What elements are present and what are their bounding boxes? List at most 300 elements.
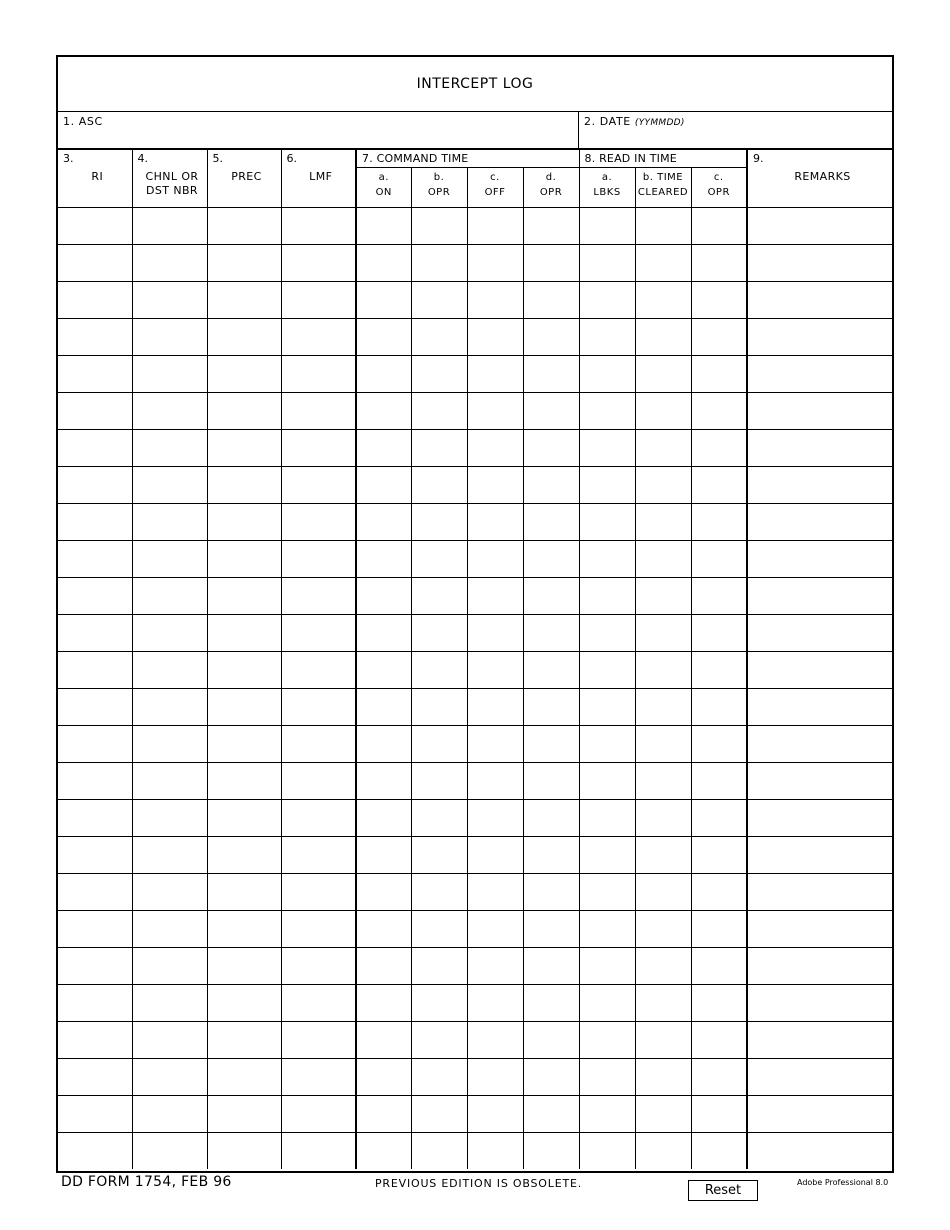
lmf-input[interactable]: [282, 282, 356, 318]
read-lbks-input[interactable]: [580, 541, 635, 577]
chnl-or-dst-nbr-input[interactable]: [133, 282, 207, 318]
read-time-cleared-input[interactable]: [636, 1096, 691, 1132]
command-opr-b-input[interactable]: [412, 393, 467, 429]
ri-input[interactable]: [58, 1133, 132, 1169]
read-time-cleared-input[interactable]: [636, 874, 691, 910]
command-opr-b-input[interactable]: [412, 948, 467, 984]
command-opr-b-input[interactable]: [412, 282, 467, 318]
command-opr-b-input[interactable]: [412, 985, 467, 1021]
command-opr-d-input[interactable]: [524, 689, 579, 725]
prec-input[interactable]: [208, 726, 281, 762]
command-opr-d-input[interactable]: [524, 948, 579, 984]
read-opr-input[interactable]: [692, 726, 747, 762]
remarks-input[interactable]: [748, 874, 892, 910]
remarks-input[interactable]: [748, 504, 892, 540]
command-opr-d-input[interactable]: [524, 985, 579, 1021]
remarks-input[interactable]: [748, 1022, 892, 1058]
read-lbks-input[interactable]: [580, 1022, 635, 1058]
chnl-or-dst-nbr-input[interactable]: [133, 356, 207, 392]
command-on-input[interactable]: [357, 800, 411, 836]
asc-input[interactable]: [62, 129, 574, 145]
command-opr-d-input[interactable]: [524, 467, 579, 503]
chnl-or-dst-nbr-input[interactable]: [133, 615, 207, 651]
chnl-or-dst-nbr-input[interactable]: [133, 985, 207, 1021]
command-opr-d-input[interactable]: [524, 837, 579, 873]
prec-input[interactable]: [208, 800, 281, 836]
command-on-input[interactable]: [357, 1059, 411, 1095]
command-opr-d-input[interactable]: [524, 319, 579, 355]
ri-input[interactable]: [58, 726, 132, 762]
remarks-input[interactable]: [748, 837, 892, 873]
command-off-input[interactable]: [468, 319, 523, 355]
lmf-input[interactable]: [282, 208, 356, 244]
lmf-input[interactable]: [282, 245, 356, 281]
command-on-input[interactable]: [357, 245, 411, 281]
command-on-input[interactable]: [357, 467, 411, 503]
read-opr-input[interactable]: [692, 467, 747, 503]
command-opr-b-input[interactable]: [412, 837, 467, 873]
command-off-input[interactable]: [468, 726, 523, 762]
command-on-input[interactable]: [357, 504, 411, 540]
command-off-input[interactable]: [468, 948, 523, 984]
chnl-or-dst-nbr-input[interactable]: [133, 800, 207, 836]
ri-input[interactable]: [58, 911, 132, 947]
command-opr-d-input[interactable]: [524, 1022, 579, 1058]
ri-input[interactable]: [58, 245, 132, 281]
read-time-cleared-input[interactable]: [636, 1133, 691, 1169]
prec-input[interactable]: [208, 282, 281, 318]
ri-input[interactable]: [58, 319, 132, 355]
read-time-cleared-input[interactable]: [636, 282, 691, 318]
lmf-input[interactable]: [282, 726, 356, 762]
remarks-input[interactable]: [748, 467, 892, 503]
command-opr-d-input[interactable]: [524, 726, 579, 762]
prec-input[interactable]: [208, 504, 281, 540]
command-off-input[interactable]: [468, 504, 523, 540]
read-lbks-input[interactable]: [580, 208, 635, 244]
read-time-cleared-input[interactable]: [636, 911, 691, 947]
read-lbks-input[interactable]: [580, 689, 635, 725]
ri-input[interactable]: [58, 948, 132, 984]
read-time-cleared-input[interactable]: [636, 208, 691, 244]
command-off-input[interactable]: [468, 911, 523, 947]
remarks-input[interactable]: [748, 726, 892, 762]
remarks-input[interactable]: [748, 652, 892, 688]
command-opr-b-input[interactable]: [412, 874, 467, 910]
ri-input[interactable]: [58, 282, 132, 318]
read-opr-input[interactable]: [692, 245, 747, 281]
command-off-input[interactable]: [468, 1133, 523, 1169]
prec-input[interactable]: [208, 1096, 281, 1132]
chnl-or-dst-nbr-input[interactable]: [133, 541, 207, 577]
read-time-cleared-input[interactable]: [636, 541, 691, 577]
remarks-input[interactable]: [748, 1096, 892, 1132]
remarks-input[interactable]: [748, 689, 892, 725]
chnl-or-dst-nbr-input[interactable]: [133, 467, 207, 503]
chnl-or-dst-nbr-input[interactable]: [133, 726, 207, 762]
command-off-input[interactable]: [468, 689, 523, 725]
chnl-or-dst-nbr-input[interactable]: [133, 1133, 207, 1169]
command-opr-b-input[interactable]: [412, 800, 467, 836]
command-on-input[interactable]: [357, 541, 411, 577]
read-time-cleared-input[interactable]: [636, 245, 691, 281]
ri-input[interactable]: [58, 467, 132, 503]
read-opr-input[interactable]: [692, 1133, 747, 1169]
prec-input[interactable]: [208, 1022, 281, 1058]
chnl-or-dst-nbr-input[interactable]: [133, 245, 207, 281]
prec-input[interactable]: [208, 837, 281, 873]
read-time-cleared-input[interactable]: [636, 652, 691, 688]
read-opr-input[interactable]: [692, 689, 747, 725]
command-opr-d-input[interactable]: [524, 615, 579, 651]
chnl-or-dst-nbr-input[interactable]: [133, 393, 207, 429]
ri-input[interactable]: [58, 208, 132, 244]
read-opr-input[interactable]: [692, 541, 747, 577]
command-opr-d-input[interactable]: [524, 763, 579, 799]
command-opr-b-input[interactable]: [412, 1096, 467, 1132]
lmf-input[interactable]: [282, 393, 356, 429]
command-on-input[interactable]: [357, 393, 411, 429]
lmf-input[interactable]: [282, 985, 356, 1021]
command-on-input[interactable]: [357, 282, 411, 318]
chnl-or-dst-nbr-input[interactable]: [133, 319, 207, 355]
command-off-input[interactable]: [468, 874, 523, 910]
command-off-input[interactable]: [468, 467, 523, 503]
lmf-input[interactable]: [282, 504, 356, 540]
command-opr-b-input[interactable]: [412, 208, 467, 244]
remarks-input[interactable]: [748, 393, 892, 429]
prec-input[interactable]: [208, 689, 281, 725]
command-opr-d-input[interactable]: [524, 504, 579, 540]
lmf-input[interactable]: [282, 1096, 356, 1132]
remarks-input[interactable]: [748, 430, 892, 466]
command-opr-b-input[interactable]: [412, 689, 467, 725]
command-opr-b-input[interactable]: [412, 245, 467, 281]
date-input[interactable]: [583, 129, 888, 145]
prec-input[interactable]: [208, 541, 281, 577]
read-opr-input[interactable]: [692, 837, 747, 873]
read-lbks-input[interactable]: [580, 985, 635, 1021]
read-opr-input[interactable]: [692, 282, 747, 318]
ri-input[interactable]: [58, 504, 132, 540]
command-opr-b-input[interactable]: [412, 726, 467, 762]
command-opr-d-input[interactable]: [524, 356, 579, 392]
read-opr-input[interactable]: [692, 578, 747, 614]
ri-input[interactable]: [58, 985, 132, 1021]
command-on-input[interactable]: [357, 319, 411, 355]
prec-input[interactable]: [208, 985, 281, 1021]
lmf-input[interactable]: [282, 578, 356, 614]
read-opr-input[interactable]: [692, 948, 747, 984]
prec-input[interactable]: [208, 467, 281, 503]
prec-input[interactable]: [208, 615, 281, 651]
lmf-input[interactable]: [282, 911, 356, 947]
remarks-input[interactable]: [748, 319, 892, 355]
remarks-input[interactable]: [748, 356, 892, 392]
read-lbks-input[interactable]: [580, 1133, 635, 1169]
ri-input[interactable]: [58, 1096, 132, 1132]
command-on-input[interactable]: [357, 208, 411, 244]
read-time-cleared-input[interactable]: [636, 393, 691, 429]
reset-button[interactable]: Reset: [688, 1180, 758, 1201]
chnl-or-dst-nbr-input[interactable]: [133, 911, 207, 947]
command-on-input[interactable]: [357, 726, 411, 762]
remarks-input[interactable]: [748, 615, 892, 651]
chnl-or-dst-nbr-input[interactable]: [133, 578, 207, 614]
read-opr-input[interactable]: [692, 430, 747, 466]
read-time-cleared-input[interactable]: [636, 356, 691, 392]
command-off-input[interactable]: [468, 356, 523, 392]
chnl-or-dst-nbr-input[interactable]: [133, 504, 207, 540]
command-off-input[interactable]: [468, 282, 523, 318]
command-opr-b-input[interactable]: [412, 541, 467, 577]
command-off-input[interactable]: [468, 208, 523, 244]
read-lbks-input[interactable]: [580, 245, 635, 281]
read-opr-input[interactable]: [692, 615, 747, 651]
command-opr-b-input[interactable]: [412, 1022, 467, 1058]
prec-input[interactable]: [208, 948, 281, 984]
command-off-input[interactable]: [468, 800, 523, 836]
lmf-input[interactable]: [282, 800, 356, 836]
command-opr-d-input[interactable]: [524, 652, 579, 688]
command-off-input[interactable]: [468, 430, 523, 466]
command-opr-d-input[interactable]: [524, 1059, 579, 1095]
read-lbks-input[interactable]: [580, 430, 635, 466]
command-off-input[interactable]: [468, 985, 523, 1021]
command-off-input[interactable]: [468, 652, 523, 688]
read-opr-input[interactable]: [692, 911, 747, 947]
command-opr-d-input[interactable]: [524, 208, 579, 244]
command-opr-b-input[interactable]: [412, 615, 467, 651]
remarks-input[interactable]: [748, 1133, 892, 1169]
read-lbks-input[interactable]: [580, 1096, 635, 1132]
chnl-or-dst-nbr-input[interactable]: [133, 1096, 207, 1132]
remarks-input[interactable]: [748, 948, 892, 984]
read-time-cleared-input[interactable]: [636, 763, 691, 799]
read-lbks-input[interactable]: [580, 763, 635, 799]
ri-input[interactable]: [58, 874, 132, 910]
ri-input[interactable]: [58, 356, 132, 392]
read-time-cleared-input[interactable]: [636, 615, 691, 651]
read-opr-input[interactable]: [692, 1096, 747, 1132]
ri-input[interactable]: [58, 541, 132, 577]
read-time-cleared-input[interactable]: [636, 578, 691, 614]
read-time-cleared-input[interactable]: [636, 467, 691, 503]
command-opr-b-input[interactable]: [412, 911, 467, 947]
prec-input[interactable]: [208, 652, 281, 688]
read-time-cleared-input[interactable]: [636, 689, 691, 725]
lmf-input[interactable]: [282, 1022, 356, 1058]
ri-input[interactable]: [58, 1059, 132, 1095]
read-opr-input[interactable]: [692, 208, 747, 244]
read-time-cleared-input[interactable]: [636, 319, 691, 355]
lmf-input[interactable]: [282, 1133, 356, 1169]
command-opr-b-input[interactable]: [412, 356, 467, 392]
command-off-input[interactable]: [468, 1059, 523, 1095]
command-off-input[interactable]: [468, 1096, 523, 1132]
chnl-or-dst-nbr-input[interactable]: [133, 874, 207, 910]
ri-input[interactable]: [58, 393, 132, 429]
chnl-or-dst-nbr-input[interactable]: [133, 208, 207, 244]
command-on-input[interactable]: [357, 763, 411, 799]
lmf-input[interactable]: [282, 874, 356, 910]
read-time-cleared-input[interactable]: [636, 1022, 691, 1058]
read-lbks-input[interactable]: [580, 800, 635, 836]
chnl-or-dst-nbr-input[interactable]: [133, 652, 207, 688]
command-off-input[interactable]: [468, 393, 523, 429]
ri-input[interactable]: [58, 800, 132, 836]
command-opr-d-input[interactable]: [524, 1133, 579, 1169]
read-opr-input[interactable]: [692, 504, 747, 540]
chnl-or-dst-nbr-input[interactable]: [133, 948, 207, 984]
ri-input[interactable]: [58, 763, 132, 799]
lmf-input[interactable]: [282, 652, 356, 688]
ri-input[interactable]: [58, 578, 132, 614]
read-opr-input[interactable]: [692, 652, 747, 688]
command-on-input[interactable]: [357, 1133, 411, 1169]
command-off-input[interactable]: [468, 837, 523, 873]
remarks-input[interactable]: [748, 911, 892, 947]
lmf-input[interactable]: [282, 1059, 356, 1095]
remarks-input[interactable]: [748, 541, 892, 577]
lmf-input[interactable]: [282, 356, 356, 392]
read-time-cleared-input[interactable]: [636, 837, 691, 873]
command-on-input[interactable]: [357, 652, 411, 688]
prec-input[interactable]: [208, 874, 281, 910]
ri-input[interactable]: [58, 615, 132, 651]
command-on-input[interactable]: [357, 837, 411, 873]
command-on-input[interactable]: [357, 911, 411, 947]
read-lbks-input[interactable]: [580, 911, 635, 947]
prec-input[interactable]: [208, 393, 281, 429]
command-off-input[interactable]: [468, 578, 523, 614]
ri-input[interactable]: [58, 837, 132, 873]
command-opr-d-input[interactable]: [524, 245, 579, 281]
command-opr-b-input[interactable]: [412, 578, 467, 614]
command-opr-d-input[interactable]: [524, 874, 579, 910]
command-opr-b-input[interactable]: [412, 467, 467, 503]
lmf-input[interactable]: [282, 430, 356, 466]
command-opr-d-input[interactable]: [524, 430, 579, 466]
read-lbks-input[interactable]: [580, 319, 635, 355]
ri-input[interactable]: [58, 430, 132, 466]
command-opr-b-input[interactable]: [412, 763, 467, 799]
prec-input[interactable]: [208, 430, 281, 466]
command-on-input[interactable]: [357, 1096, 411, 1132]
prec-input[interactable]: [208, 578, 281, 614]
chnl-or-dst-nbr-input[interactable]: [133, 837, 207, 873]
read-time-cleared-input[interactable]: [636, 800, 691, 836]
command-on-input[interactable]: [357, 578, 411, 614]
lmf-input[interactable]: [282, 948, 356, 984]
read-lbks-input[interactable]: [580, 726, 635, 762]
read-opr-input[interactable]: [692, 319, 747, 355]
read-lbks-input[interactable]: [580, 1059, 635, 1095]
remarks-input[interactable]: [748, 282, 892, 318]
command-opr-d-input[interactable]: [524, 911, 579, 947]
prec-input[interactable]: [208, 319, 281, 355]
remarks-input[interactable]: [748, 800, 892, 836]
command-opr-d-input[interactable]: [524, 393, 579, 429]
read-opr-input[interactable]: [692, 356, 747, 392]
command-on-input[interactable]: [357, 356, 411, 392]
chnl-or-dst-nbr-input[interactable]: [133, 1059, 207, 1095]
read-lbks-input[interactable]: [580, 504, 635, 540]
remarks-input[interactable]: [748, 245, 892, 281]
read-opr-input[interactable]: [692, 1022, 747, 1058]
command-opr-b-input[interactable]: [412, 430, 467, 466]
command-on-input[interactable]: [357, 948, 411, 984]
read-time-cleared-input[interactable]: [636, 726, 691, 762]
chnl-or-dst-nbr-input[interactable]: [133, 763, 207, 799]
read-opr-input[interactable]: [692, 985, 747, 1021]
remarks-input[interactable]: [748, 578, 892, 614]
command-on-input[interactable]: [357, 874, 411, 910]
prec-input[interactable]: [208, 1059, 281, 1095]
command-on-input[interactable]: [357, 689, 411, 725]
command-opr-d-input[interactable]: [524, 578, 579, 614]
read-lbks-input[interactable]: [580, 356, 635, 392]
command-opr-b-input[interactable]: [412, 652, 467, 688]
prec-input[interactable]: [208, 208, 281, 244]
read-lbks-input[interactable]: [580, 874, 635, 910]
read-time-cleared-input[interactable]: [636, 985, 691, 1021]
command-on-input[interactable]: [357, 615, 411, 651]
lmf-input[interactable]: [282, 541, 356, 577]
prec-input[interactable]: [208, 763, 281, 799]
read-time-cleared-input[interactable]: [636, 948, 691, 984]
read-opr-input[interactable]: [692, 800, 747, 836]
command-off-input[interactable]: [468, 1022, 523, 1058]
command-on-input[interactable]: [357, 1022, 411, 1058]
command-on-input[interactable]: [357, 985, 411, 1021]
lmf-input[interactable]: [282, 467, 356, 503]
read-time-cleared-input[interactable]: [636, 430, 691, 466]
lmf-input[interactable]: [282, 615, 356, 651]
read-lbks-input[interactable]: [580, 948, 635, 984]
ri-input[interactable]: [58, 689, 132, 725]
chnl-or-dst-nbr-input[interactable]: [133, 689, 207, 725]
ri-input[interactable]: [58, 652, 132, 688]
chnl-or-dst-nbr-input[interactable]: [133, 1022, 207, 1058]
read-lbks-input[interactable]: [580, 615, 635, 651]
command-opr-b-input[interactable]: [412, 319, 467, 355]
command-off-input[interactable]: [468, 615, 523, 651]
lmf-input[interactable]: [282, 763, 356, 799]
command-opr-d-input[interactable]: [524, 800, 579, 836]
prec-input[interactable]: [208, 356, 281, 392]
read-opr-input[interactable]: [692, 874, 747, 910]
remarks-input[interactable]: [748, 1059, 892, 1095]
read-time-cleared-input[interactable]: [636, 504, 691, 540]
command-opr-d-input[interactable]: [524, 282, 579, 318]
read-lbks-input[interactable]: [580, 282, 635, 318]
read-lbks-input[interactable]: [580, 578, 635, 614]
read-lbks-input[interactable]: [580, 393, 635, 429]
prec-input[interactable]: [208, 245, 281, 281]
command-on-input[interactable]: [357, 430, 411, 466]
command-opr-b-input[interactable]: [412, 1133, 467, 1169]
command-opr-d-input[interactable]: [524, 541, 579, 577]
lmf-input[interactable]: [282, 319, 356, 355]
command-opr-b-input[interactable]: [412, 1059, 467, 1095]
command-off-input[interactable]: [468, 763, 523, 799]
remarks-input[interactable]: [748, 985, 892, 1021]
prec-input[interactable]: [208, 911, 281, 947]
command-opr-b-input[interactable]: [412, 504, 467, 540]
read-lbks-input[interactable]: [580, 652, 635, 688]
read-lbks-input[interactable]: [580, 837, 635, 873]
